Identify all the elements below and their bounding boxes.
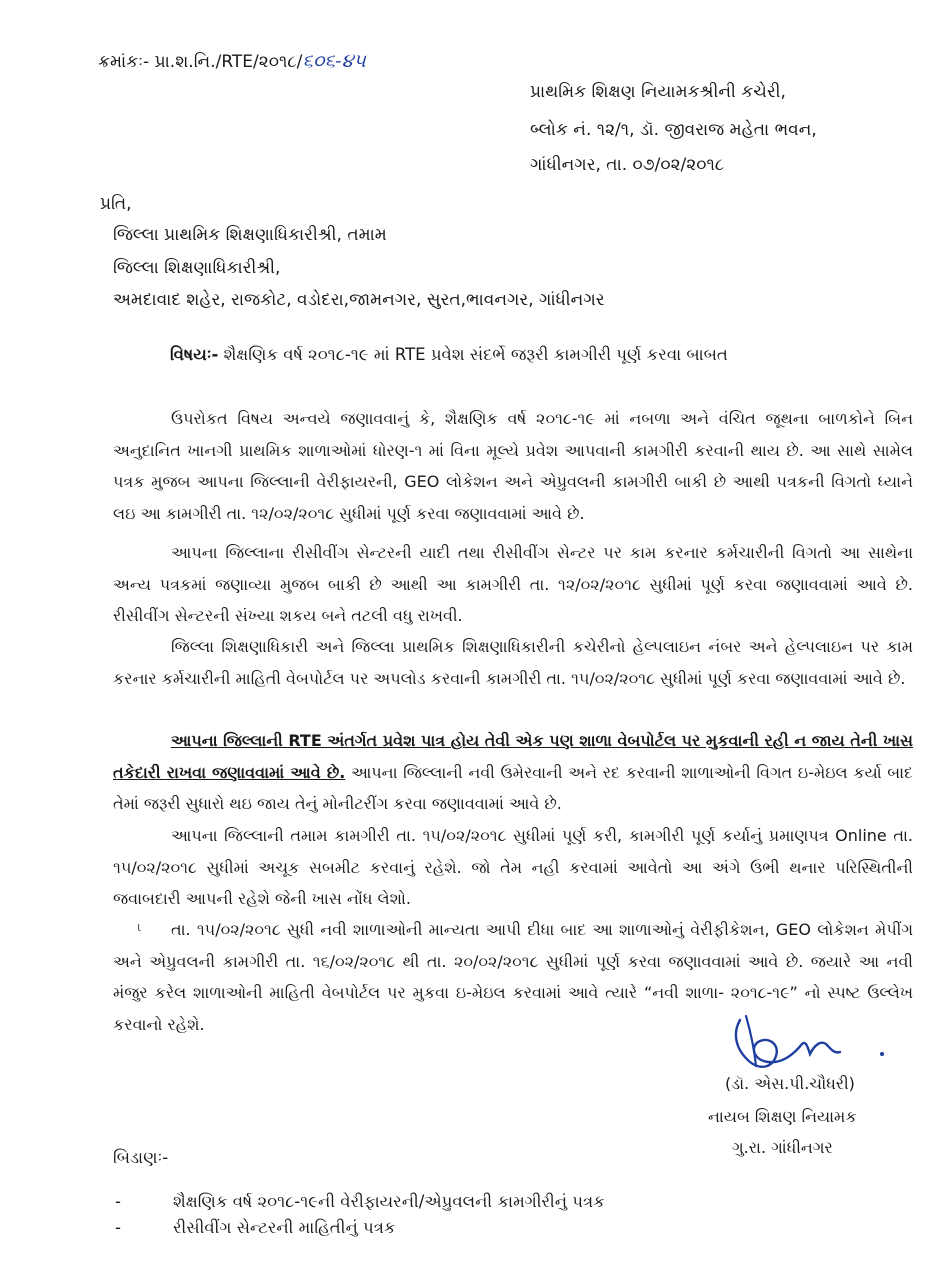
signatory-place: ગુ.રા. ગાંધીનગર [732,1138,833,1157]
recipient-line-2: જિલ્લા શિક્ષણાધિકારીશ્રી, [113,258,281,278]
office-line-1: પ્રાથમિક શિક્ષણ નિયામકશ્રીની કચેરી, [530,82,786,102]
enclosure-item: - શૈક્ષણિક વર્ષ ૨૦૧૮-૧૯ની વેરીફાયરની/એપ્રુવલની કામગીરીનું પત્રક [115,1192,605,1211]
recipient-line-1: જિલ્લા પ્રાથમિક શિક્ષણાધિકારીશ્રી, તમામ [113,225,387,245]
margin-mark: ι [137,920,142,934]
handwritten-reference: ૬૦૬-૪૫ [302,50,366,72]
emphasis-underlined: આપના જિલ્લાની RTE અંતર્ગત પ્રવેશ પાત્ર હોય તેવી એક પણ શાળા વેબપોર્ટલ પર મુકવાની રહી ન જાય તેની ખાસ તકેદારી રાખવા જણાવવામાં આવે છે. [113,731,913,782]
subject-label: વિષયઃ- [170,345,219,364]
subject-line [170,345,728,365]
enclosure-item: - રીસીવીંગ સેન્ટરની માહિતીનું પત્રક [115,1218,396,1237]
signatory-designation: નાયબ શિક્ષણ નિયામક [708,1107,857,1126]
handwritten-signature [710,1010,900,1080]
signatory-name: (ડૉ. એસ.પી.ચૌધરી) [725,1074,855,1093]
enclosures-label: બિડાણઃ- [113,1148,169,1167]
office-line-2: બ્લોક નં. ૧૨/૧, ડૉ. જીવરાજ મહેતા ભવન, [530,120,817,140]
body-paragraph-4: આપના જિલ્લાની RTE અંતર્ગત પ્રવેશ પાત્ર હોય તેવી એક પણ શાળા વેબપોર્ટલ પર મુકવાની રહી ન જાય તેની ખાસ તકેદારી રાખવા જણાવવામાં આવે છે. આપના જિલ્લાની નવી ઉમેરવાની અને રદ કરવાની શાળાઓની વિગત ઇ-મેઇલ કર્યા બાદ તેમાં જરૂરી સુધારો થઇ જાય તેનું મોનીટરીંગ કરવા જણાવવામાં આવે છે. [113,731,913,813]
body-paragraph-5: આપના જિલ્લાની તમામ કામગીરી તા. ૧૫/૦૨/૨૦૧૮ સુધીમાં પૂર્ણ કરી, કામગીરી પૂર્ણ કર્યાનું પ્રમાણપત્ર Online તા. ૧૫/૦૨/૨૦૧૮ સુધીમાં અચૂક સબમીટ કરવાનું રહેશે. જો તેમ નહી કરવામાં આવેતો આ અંગે ઉભી થનાર પરિસ્થિતીની જવાબદારી આપની રહેશે જેની ખાસ નોંધ લેશો. [113,826,913,908]
reference-number [98,50,366,72]
subject-text: શૈક્ષણિક વર્ષ ૨૦૧૮-૧૯ માં RTE પ્રવેશ સંદર્ભે જરૂરી કામગીરી પૂર્ણ કરવા બાબત [218,345,728,364]
body-paragraph-1: ઉપરોકત વિષય અન્વયે જણાવવાનું કે, શૈક્ષણિક વર્ષ ૨૦૧૮-૧૯ માં નબળા અને વંચિત જૂથના બાળકોને બિન અનુદાનિત ખાનગી પ્રાથમિક શાળાઓમાં ધોરણ-૧ માં વિના મૂલ્યે પ્રવેશ આપવાની કામગીરી કરવાની થાય છે. આ સાથે સામેલ પત્રક મુજબ આપના જિલ્લાની વેરીફાયરની, GEO લોકેશન અને એપ્રુવલની કામગીરી બાકી છે આથી પત્રકની વિગતો ધ્યાને લઇ આ કામગીરી તા. ૧૨/૦૨/૨૦૧૮ સુધીમાં પૂર્ણ કરવા જણાવવામાં આવે છે. [113,409,913,523]
body-paragraph-6: તા. ૧૫/૦૨/૨૦૧૮ સુધી નવી શાળાઓની માન્યતા આપી દીધા બાદ આ શાળાઓનું વેરીફીકેશન, GEO લોકેશન મેપીંગ અને એપ્રુવલની કામગીરી તા. ૧૬/૦૨/૨૦૧૮ થી તા. ૨૦/૦૨/૨૦૧૮ સુધીમાં પૂર્ણ કરવા જણાવવામાં આવે છે. જયારે આ નવી મંજુર કરેલ શાળાઓની માહિતી વેબપોર્ટલ પર મુકવા ઇ-મેઇલ કરવામાં આવે ત્યારે “નવી શાળા- ૨૦૧૮-૧૯” નો સ્પષ્ટ ઉલ્લેખ કરવાનો રહેશે. [113,920,913,1034]
body-paragraph-3: જિલ્લા શિક્ષણાધિકારી અને જિલ્લા પ્રાથમિક શિક્ષણાધિકારીની કચેરીનો હેલ્પલાઇન નંબર અને હેલ્પલાઇન પર કામ કરનાર કર્મચારીની માહિતી વેબપોર્ટલ પર અપલોડ કરવાની કામગીરી તા. ૧૫/૦૨/૨૦૧૮ સુધીમાં પૂર્ણ કરવા જણાવવામાં આવે છે. [113,637,913,688]
body-paragraph-2: આપના જિલ્લાના રીસીવીંગ સેન્ટરની યાદી તથા રીસીવીંગ સેન્ટર પર કામ કરનાર કર્મચારીની વિગતો આ સાથેના અન્ય પત્રકમાં જણાવ્યા મુજબ બાકી છે આથી આ કામગીરી તા. ૧૨/૦૨/૨૦૧૮ સુધીમાં પૂર્ણ કરવા જણાવવામાં આવે છે. રીસીવીંગ સેન્ટરની સંખ્યા શકય બને તટલી વધુ રાખવી. [113,543,913,625]
office-date: ગાંધીનગર, તા. ૦૭/૦૨/૨૦૧૮ [530,155,725,175]
recipient-line-3: અમદાવાદ શહેર, રાજકોટ, વડોદરા,જામનગર, સુરત,ભાવનગર, ગાંધીનગર [113,290,605,310]
recipient-prefix: પ્રતિ, [100,194,132,214]
reference-label: ક્રમાંકઃ- પ્રા.શ.નિ./RTE/૨૦૧૮/ [98,52,303,72]
